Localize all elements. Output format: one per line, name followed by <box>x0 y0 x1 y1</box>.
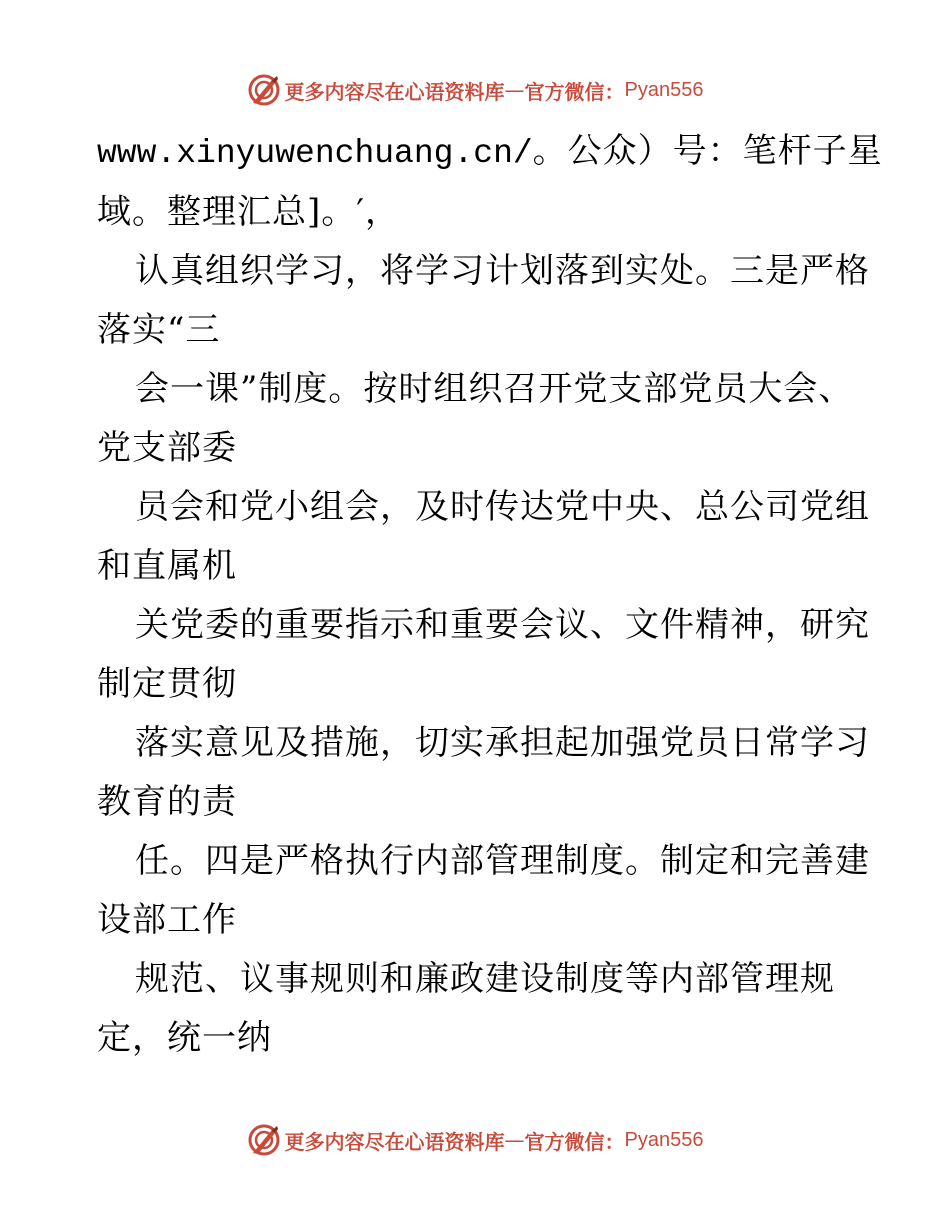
website-url: www.xinyuwenchuang.cn/ <box>97 135 533 172</box>
header-separator: — <box>504 78 525 102</box>
text-line: 规范、议事规则和廉政建设制度等内部管理规 <box>135 959 835 999</box>
footer-brand-text: 更多内容尽在心语资料库 <box>284 1129 505 1154</box>
footer-separator: — <box>504 1128 525 1152</box>
text-fragment: 。公众）号：笔杆子星 <box>532 131 883 171</box>
text-line: 会一课”制度。按时组织召开党支部党员大会、 <box>135 369 854 409</box>
text-line: 定，统一纳 <box>97 1018 272 1058</box>
text-line: 域。整理汇总]。′， <box>97 192 400 232</box>
text-line: 和直属机 <box>97 546 237 586</box>
text-line: 员会和党小组会，及时传达党中央、总公司党组 <box>135 487 870 527</box>
text-line: 教育的责 <box>97 782 237 822</box>
footer-contact-id: Pyan556 <box>624 1128 704 1151</box>
header-banner <box>0 70 950 110</box>
text-line: 认真组织学习，将学习计划落到实处。三是严格 <box>135 251 870 291</box>
text-line: 任。四是严格执行内部管理制度。制定和完善建 <box>135 841 870 881</box>
brand-logo-icon <box>247 1123 281 1157</box>
header-brand-text: 更多内容尽在心语资料库 <box>284 79 505 104</box>
text-line: 关党委的重要指示和重要会议、文件精神，研究 <box>135 605 870 645</box>
header-contact-label: 官方微信： <box>524 79 625 104</box>
text-line: 落实意见及措施，切实承担起加强党员日常学习 <box>135 723 870 763</box>
text-line: 党支部委 <box>97 428 237 468</box>
text-line: 落实“三 <box>97 310 221 350</box>
header-contact-id: Pyan556 <box>624 78 704 101</box>
document-body <box>97 122 883 1068</box>
brand-logo-icon <box>247 73 281 107</box>
footer-banner <box>0 1120 950 1160</box>
text-line: 设部工作 <box>97 900 237 940</box>
text-line: 制定贯彻 <box>97 664 237 704</box>
text-line <box>97 122 883 183</box>
footer-contact-label: 官方微信： <box>524 1129 625 1154</box>
